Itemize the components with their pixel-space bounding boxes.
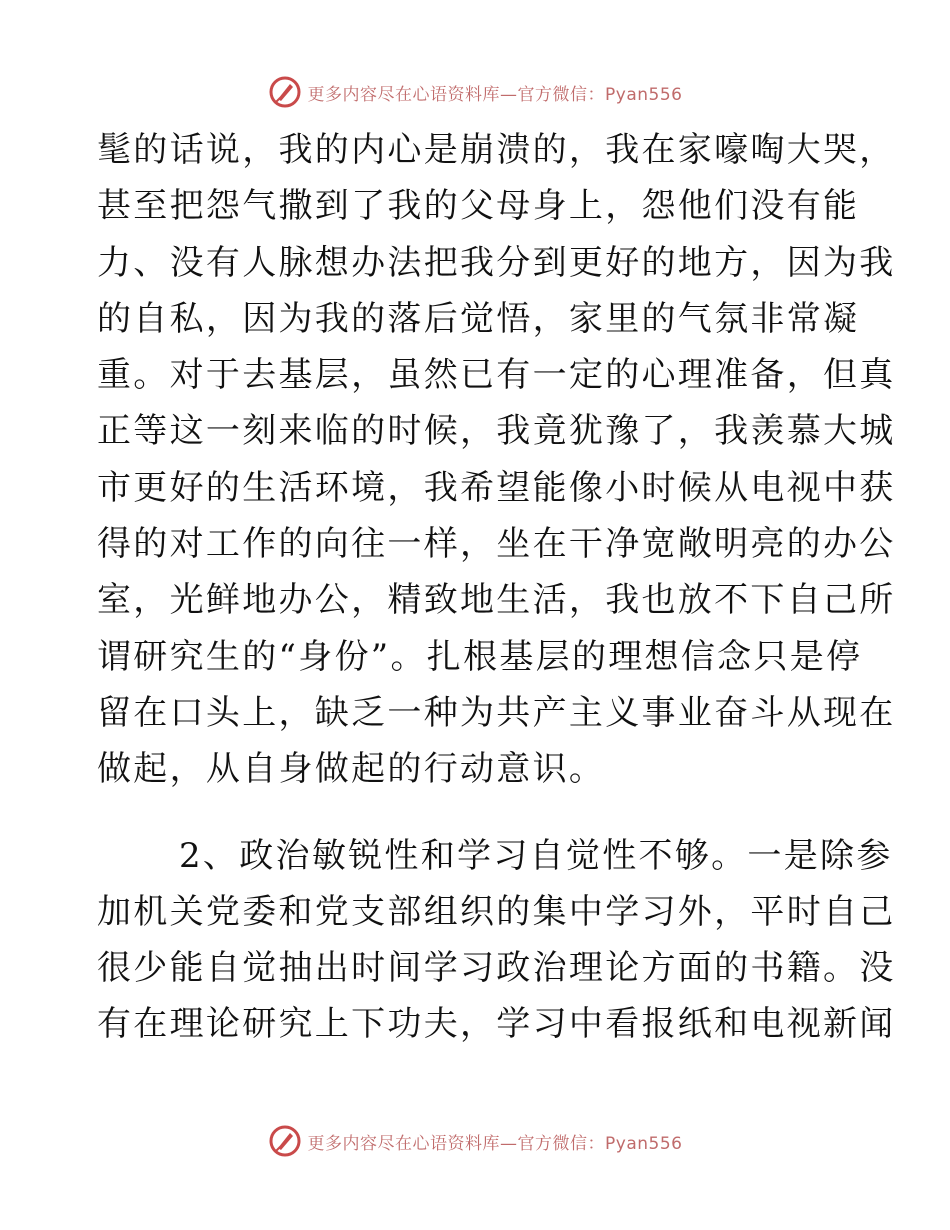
text-line: 市更好的生活环境，我希望能像小时候从电视中获 [97, 467, 896, 508]
text-line: 谓研究生的“身份”。扎根基层的理想信念只是停 [97, 636, 863, 677]
text-line: 2、政治敏锐性和学习自觉性不够。一是除参 [179, 835, 893, 876]
text-line: 髦的话说，我的内心是崩溃的，我在家嚎啕大哭， [97, 130, 896, 170]
paragraph-1 [97, 122, 896, 798]
text-line: 力、没有人脉想办法把我分到更好的地方，因为我 [97, 242, 896, 283]
text-line: 做起，从自身做起的行动意识。 [97, 749, 606, 790]
text-line: 留在口头上，缺乏一种为共产主义事业奋斗从现在 [97, 692, 896, 733]
text-line: 有在理论研究上下功夫，学习中看报纸和电视新闻 [97, 1004, 896, 1045]
text-line: 甚至把怨气撒到了我的父母身上，怨他们没有能 [97, 186, 860, 227]
text-line: 室，光鲜地办公，精致地生活，我也放不下自己所 [97, 580, 896, 621]
document-body [97, 122, 896, 1053]
watermark-text: 更多内容尽在心语资料库—官方微信：Pyan556 [307, 1133, 683, 1154]
text-line: 的自私，因为我的落后觉悟，家里的气氛非常凝 [97, 298, 860, 339]
paragraph-2 [97, 828, 896, 1053]
text-line: 得的对工作的向往一样，坐在干净宽敞明亮的办公 [97, 524, 896, 565]
feather-pen-logo-icon [268, 1124, 302, 1158]
text-line: 很少能自觉抽出时间学习政治理论方面的书籍。没 [97, 948, 896, 989]
feather-pen-logo-icon [268, 75, 302, 109]
watermark-text: 更多内容尽在心语资料库—官方微信：Pyan556 [307, 84, 683, 105]
text-line: 加机关党委和党支部组织的集中学习外，平时自己 [97, 891, 896, 932]
paragraph-gap [97, 798, 853, 828]
text-line: 重。对于去基层，虽然已有一定的心理准备，但真 [97, 355, 896, 396]
header-watermark [0, 72, 950, 112]
text-line: 正等这一刻来临的时候，我竟犹豫了，我羡慕大城 [97, 411, 896, 452]
footer-watermark [0, 1121, 950, 1161]
